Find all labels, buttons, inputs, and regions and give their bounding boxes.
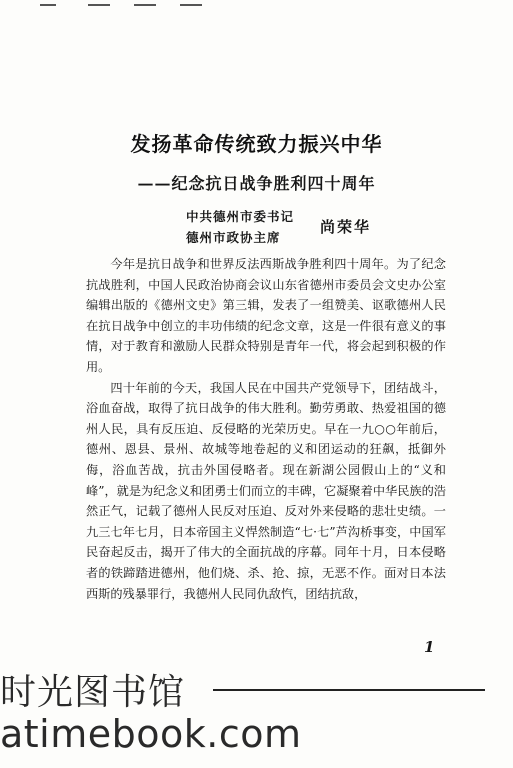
author-name: 尚荣华 (320, 218, 372, 236)
author-role: 德州市政协主席 (186, 230, 281, 245)
watermark-chinese: 时光图书馆 (0, 672, 186, 713)
paragraph: 今年是抗日战争和世界反法西斯战争胜利四十周年。为了纪念抗战胜利，中国人民政治协商会议山东省德州市委员会文史办公室编辑出版的《德州文史》第三辑，发表了一组赞美、讴歌德州人民在抗日战争中创立的丰功伟绩的纪念文章，这是一件很有意义的事情，对于教育和激励人民群众特别是青年一代，将会起到积极的作用。 (86, 257, 446, 374)
author-roles (186, 206, 294, 248)
article-body (86, 254, 446, 604)
article-title: 发扬革命传统致力振兴中华 (130, 132, 383, 156)
scan-edge-marks (32, 0, 232, 14)
paragraph: 四十年前的今天，我国人民在中国共产党领导下，团结战斗，浴血奋战，取得了抗日战争的伟大胜利。勤劳勇敢、热爱祖国的德州人民，具有反压迫、反侵略的光荣历史。早在一九○○年前后，德州、恩县、景州、故城等地卷起的义和团运动的狂飙，抵御外侮，浴血苦战，抗击外国侵略者。现在新湖公园假山上的“义和峰”，就是为纪念义和团勇士们而立的丰碑，它凝聚着中华民族的浩然正气，记载了德州人民反对压迫、反对外来侵略的悲壮史绩。一九三七年七月，日本帝国主义悍然制造“七·七”芦沟桥事变，中国军民奋起反击，揭开了伟大的全面抗战的序幕。同年十月，日本侵略者的铁蹄踏进德州，他们烧、杀、抢、掠，无恶不作。面对日本法西斯的残暴罪行，我德州人民同仇敌忾，团结抗敌， (86, 380, 446, 601)
article-subtitle: ——纪念抗日战争胜利四十周年 (137, 174, 376, 193)
page-number: 1 (424, 638, 435, 656)
watermark-url: atimebook.com (0, 712, 302, 756)
author-role: 中共德州市委书记 (186, 209, 295, 224)
watermark-rule (213, 689, 485, 691)
